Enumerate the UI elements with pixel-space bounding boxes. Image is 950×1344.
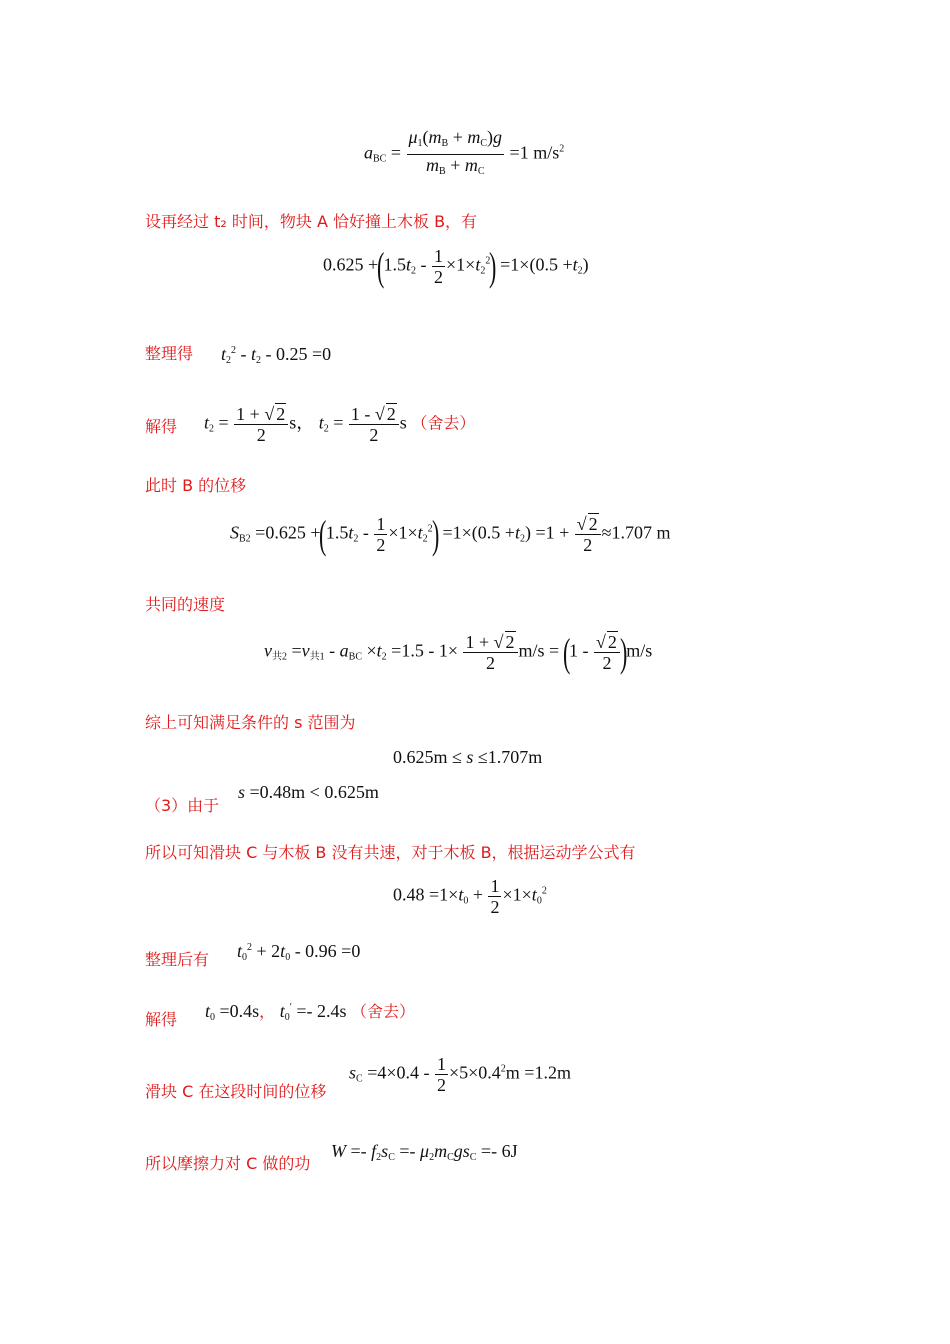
text-line: 设再经过 t₂ 时间，物块 A 恰好撞上木板 B，有	[145, 212, 478, 231]
text-line: （3）由于	[145, 796, 220, 815]
text-line: 解得	[145, 1010, 178, 1029]
equation-displacement-c: $s_C =4\times 0.4$ - $\frac{1}{2}$ $\times 5\times 0.4^2m =1.2m$	[349, 1054, 571, 1095]
equation-acceleration-bc: $a_{BC}$ = $\frac{\mu_1(m_B + m_C)g}{m_B + m_C}$ =1 $m/s^2$	[364, 127, 565, 177]
text-line: 整理得	[145, 344, 194, 363]
text-line: 滑块 C 在这段时间的位移	[145, 1082, 327, 1101]
text-line: 综上可知满足条件的 s 范围为	[145, 713, 356, 732]
text-line: 解得	[145, 417, 178, 436]
text-line: 共同的速度	[145, 595, 226, 614]
equation-displacement-b2: $S_{B2} =0.625 +(1.5t_2$ - $\frac{1}{2}$ $\times 1\times t_2^2) =1\times(0.5 +t_2) =1$ + $\frac{√ 2}{2}$ ≈1.707 m	[230, 511, 671, 557]
equation-s-value: s =0.48m < 0.625m	[238, 782, 379, 802]
equation-collision-condition: $0.625 +(1.5t_2$ - $\frac{1}{2}$ $\times 1\times t_2^2) =1\times(0.5 +t_2)$	[323, 243, 589, 289]
equation-quadratic-t0: $t_0^2 + 2t_0 - 0.96 =0$	[237, 941, 361, 963]
equation-kinematics-b: $0.48 =1\times t_0$ + $\frac{1}{2}$ $\times 1\times t_0^2$	[393, 876, 547, 917]
equation-common-velocity: $v_{共2} =v_{共1} - a_{BC} \times t_2 =1.5 - 1\times$ $\frac{1 + √ 2}{2}$ m/s = (1 - $\frac{√ 2}{2}$ )m/s	[264, 629, 653, 675]
equation-solve-t0: $t_0 =0.4s$， $t_0' =- 2.4s$ （舍去）	[205, 1001, 416, 1023]
text-line: 所以摩擦力对 C 做的功	[145, 1154, 311, 1173]
text-line: 此时 B 的位移	[145, 476, 247, 495]
text-line: 所以可知滑块 C 与木板 B 没有共速，对于木板 B，根据运动学公式有	[145, 843, 636, 862]
equation-friction-work: $W =- f_2s_C =- \mu_2m_Cgs_C =- 6J$	[331, 1141, 518, 1163]
text-line: 整理后有	[145, 950, 210, 969]
equation-s-range: 0.625m ≤ s ≤1.707m	[393, 747, 543, 767]
equation-quadratic-t2: $t_2^2 - t_2 - 0.25 =0$	[221, 344, 332, 366]
equation-solve-t2: $t_2$ = $\frac{1 + √ 2}{2}$ s， $t_2$ = $\frac{1 - √ 2}{2}$ s （舍去）	[204, 404, 476, 445]
